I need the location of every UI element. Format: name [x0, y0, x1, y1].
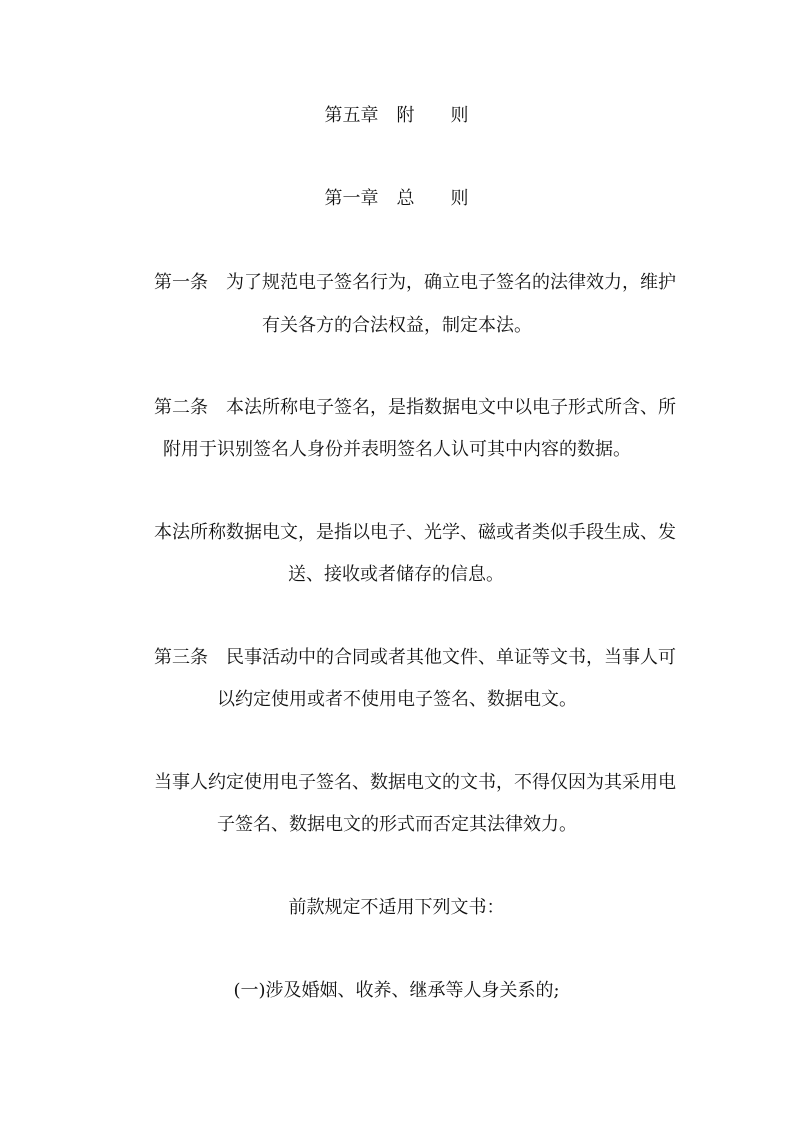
paragraph-line: 送、接收或者储存的信息。	[288, 564, 504, 585]
chapter-heading: 第一章 总 则	[324, 188, 469, 209]
chapter-heading: 第五章 附 则	[324, 105, 469, 126]
paragraph-line: 第二条 本法所称电子签名，是指数据电文中以电子形式所含、所	[154, 397, 676, 418]
paragraph-line: 子签名、数据电文的形式而否定其法律效力。	[217, 814, 577, 835]
paragraph-line: 有关各方的合法权益，制定本法。	[262, 315, 532, 336]
paragraph-line: 附用于识别签名人身份并表明签名人认可其中内容的数据。	[163, 439, 631, 460]
paragraph-line: 第三条 民事活动中的合同或者其他文件、单证等文书，当事人可	[154, 647, 676, 668]
paragraph-line: 本法所称数据电文，是指以电子、光学、磁或者类似手段生成、发	[154, 522, 676, 543]
paragraph-line: 当事人约定使用电子签名、数据电文的文书，不得仅因为其采用电	[154, 772, 676, 793]
paragraph-line: 第一条 为了规范电子签名行为，确立电子签名的法律效力，维护	[154, 272, 676, 293]
list-item: (一)涉及婚姻、收养、继承等人身关系的;	[233, 980, 560, 1001]
paragraph-line: 前款规定不适用下列文书：	[288, 897, 505, 918]
paragraph-line: 以约定使用或者不使用电子签名、数据电文。	[217, 689, 577, 710]
